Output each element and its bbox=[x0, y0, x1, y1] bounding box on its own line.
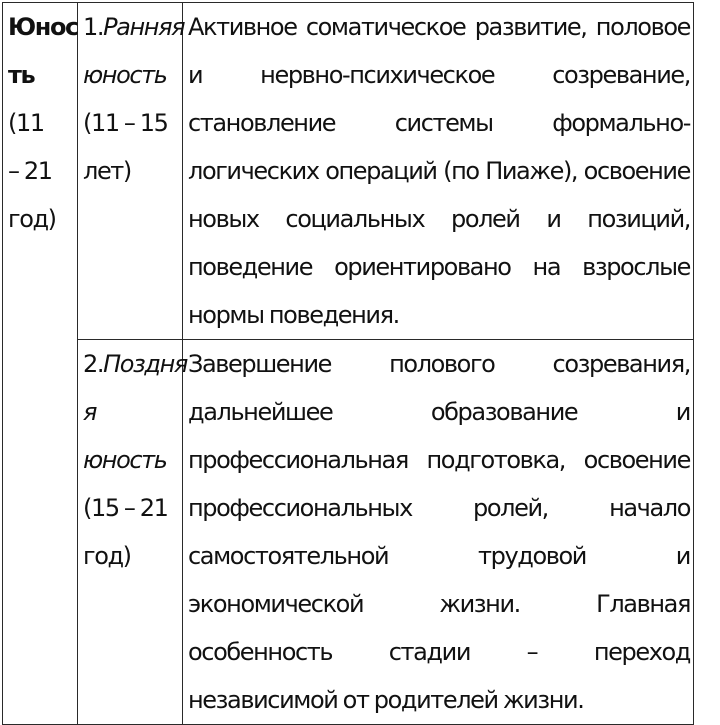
table-row bbox=[3, 340, 694, 725]
substage-title-part1: Ранняя bbox=[103, 13, 185, 41]
substage-title-part2: юность bbox=[83, 61, 167, 89]
stage-name-part1: Юнос bbox=[8, 13, 78, 41]
description-cell bbox=[183, 3, 694, 340]
stage-range-part1: (11 bbox=[8, 109, 44, 137]
substage-cell bbox=[78, 3, 183, 340]
stage-range-part2: – 21 bbox=[8, 157, 52, 185]
substage-range-part2: год) bbox=[83, 542, 131, 570]
substage-description: Активное соматическое развитие, половое и нервно-психическое созревание, становление системы формально-логических операций (по Пиаже), освоение новых социальных ролей и позиций, поведение ориентировано на взрослые нормы поведения. bbox=[188, 13, 690, 329]
substage-range-part2: лет) bbox=[83, 157, 131, 185]
table-row bbox=[3, 3, 694, 340]
youth-stages-table bbox=[2, 2, 694, 725]
substage-range-part1: (11 – 15 bbox=[83, 109, 168, 137]
substage-range-part1: (15 – 21 bbox=[83, 494, 168, 522]
description-cell bbox=[183, 340, 694, 725]
stage-range-part3: год) bbox=[8, 205, 56, 233]
substage-cell bbox=[78, 340, 187, 725]
stage-name-part2: ть bbox=[8, 61, 35, 89]
substage-description: Завершение полового созревания, дальнейшее образование и профессиональная подготовка, освоение профессиональных ролей, начало самостоятельной трудовой и экономической жизни. Главная особенность стадии – переход независимой от родителей жизни. bbox=[188, 350, 690, 714]
substage-title-part1: Поздня bbox=[103, 350, 187, 378]
substage-number: 1. bbox=[83, 13, 104, 41]
substage-title-part2: я юность bbox=[83, 398, 167, 474]
stage-cell bbox=[3, 3, 78, 725]
substage-number: 2. bbox=[83, 350, 104, 378]
